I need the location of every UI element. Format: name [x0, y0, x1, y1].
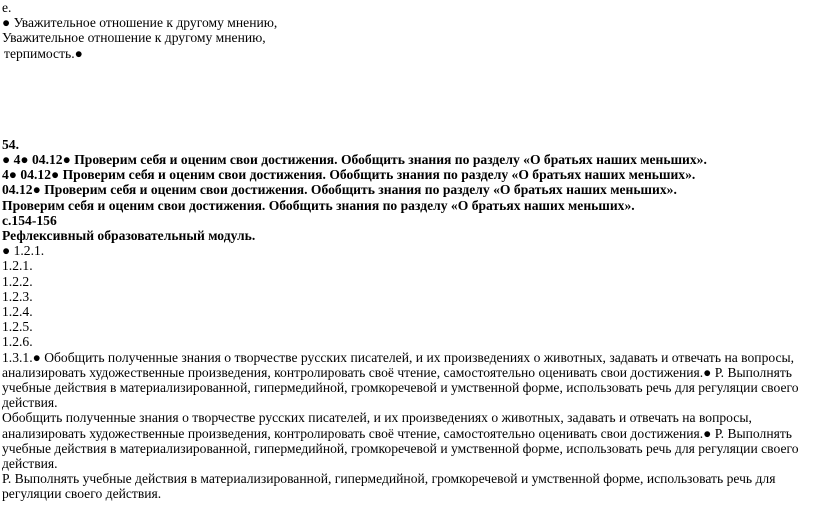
lesson-topic-line-3: 04.12● Проверим себя и оценим свои достижения. Обобщить знания по разделу «О братьях наших меньших».: [2, 182, 677, 198]
code-line-4: 1.2.3.: [2, 288, 33, 304]
code-line-6: 1.2.5.: [2, 319, 33, 335]
top-line-4: терпимость.●: [4, 45, 83, 61]
lesson-module: Рефлексивный образовательный модуль.: [2, 228, 256, 244]
code-line-1: ● 1.2.1.: [2, 243, 45, 259]
lesson-topic-line-4: Проверим себя и оценим свои достижения. Обобщить знания по разделу «О братьях наших меньших».: [2, 197, 635, 213]
lesson-topic-line-2: 4● 04.12● Проверим себя и оценим свои достижения. Обобщить знания по разделу «О братьях наших меньших».: [2, 167, 696, 183]
code-line-2: 1.2.1.: [2, 258, 33, 274]
lesson-number: 54.: [2, 136, 19, 152]
blank-gap: [2, 61, 812, 137]
top-line-2: ● Уважительное отношение к другому мнению,: [2, 15, 278, 31]
code-line-3: 1.2.2.: [2, 273, 33, 289]
paragraph-3: Р. Выполнять учебные действия в материализированной, гипермедийной, громкоречевой и умственной форме, использовать речь для регуляции своего действия.: [2, 471, 776, 502]
top-line-3: Уважительное отношение к другому мнению,: [2, 30, 266, 46]
paragraph-2: Обобщить полученные знания о творчестве русских писателей, и их произведениях о животных, задавать и отвечать на вопросы, анализировать художественные произведения, контролировать своё чтение, самостоятельно оценивать свои достижения.● Р. Выполнять учебные действия в материализированной, гипермедийной, громкоречевой и умственной форме, использовать речь для регуляции своего действия.: [2, 410, 799, 472]
lesson-topic-line-1: ● 4● 04.12● Проверим себя и оценим свои достижения. Обобщить знания по разделу «О братьях наших меньших».: [2, 152, 707, 168]
code-line-7: 1.2.6.: [2, 334, 33, 350]
lesson-pages: с.154-156: [2, 212, 57, 228]
code-line-5: 1.2.4.: [2, 304, 33, 320]
paragraph-1: 1.3.1.● Обобщить полученные знания о творчестве русских писателей, и их произведениях о животных, задавать и отвечать на вопросы, анализировать художественные произведения, контролировать своё чтение, самостоятельно оценивать свои достижения.● Р. Выполнять учебные действия в материализированной, гипермедийной, громкоречевой и умственной форме, использовать речь для регуляции своего действия.: [2, 349, 799, 411]
top-line-1: е.: [2, 0, 12, 15]
